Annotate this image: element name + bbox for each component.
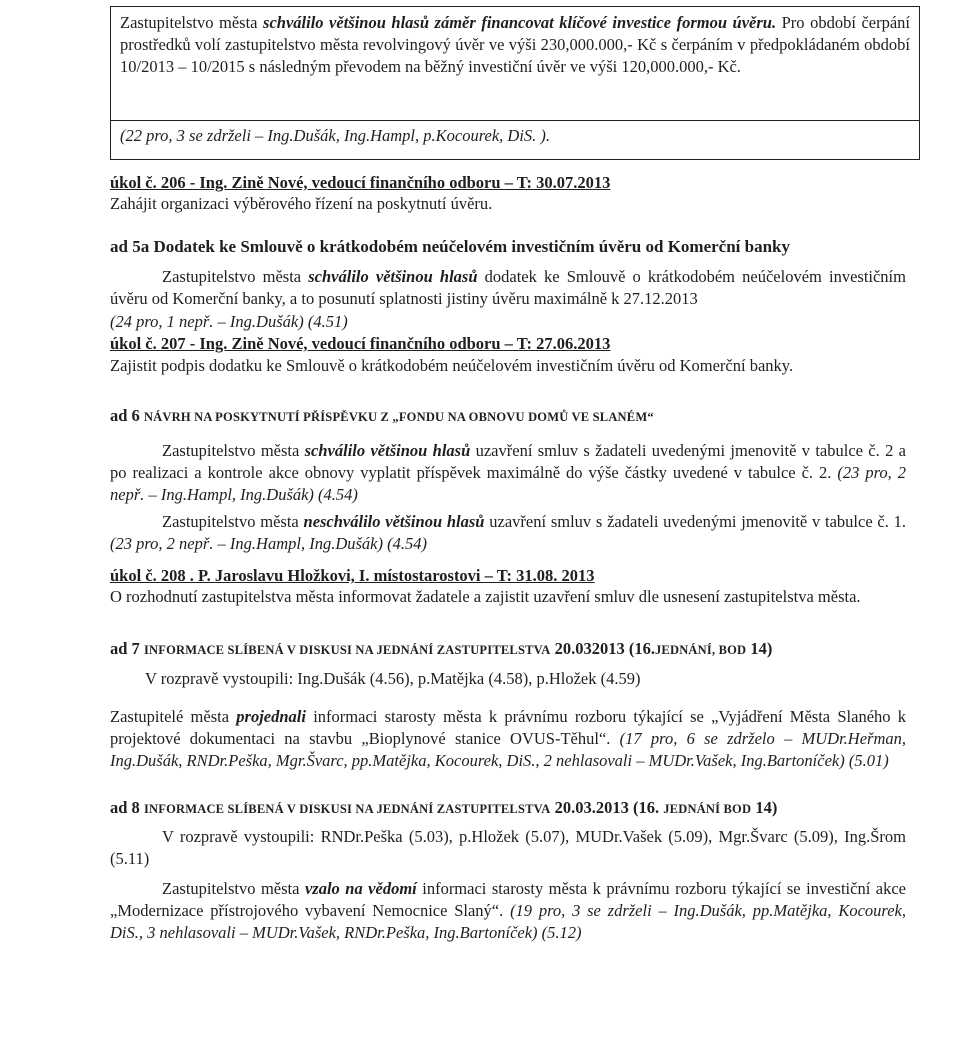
ad6-p2-text-c: uzavření smluv s žadateli uvedenými jmenovitě v tabulce č. 1. [484, 512, 907, 531]
ad7-title: INFORMACE SLÍBENÁ V DISKUSI NA JEDNÁNÍ ZASTUPITELSTVA [143, 643, 551, 657]
ad8-number: ad 8 [110, 798, 140, 817]
ad5a-heading: ad 5a Dodatek ke Smlouvě o krátkodobém neúčelovém investičním úvěru od Komerční banky [110, 237, 791, 256]
ad7-session: JEDNÁNÍ, BOD [654, 643, 747, 657]
ad8-text-a: Zastupitelstvo města [162, 879, 305, 898]
ad5a-text-b: schválilo většinou hlasů [308, 267, 478, 286]
ad8-item: 14) [751, 798, 778, 817]
ad5a-text-c: dodatek ke Smlouvě o krátkodobém neúčelovém investičním úvěru od Komerční banky, a to posunutí splatnosti jistiny úvěru maximálně k 27.12.2013 [110, 267, 906, 308]
ad7-text-b: projednali [236, 707, 306, 726]
ad8-title: INFORMACE SLÍBENÁ V DISKUSI NA JEDNÁNÍ ZASTUPITELSTVA [143, 802, 551, 816]
task-206-title: úkol č. 206 - Ing. Zině Nové, vedoucí finančního odboru – T: 30.07.2013 [110, 173, 611, 192]
ad8-heading [110, 797, 906, 820]
task-207-title: úkol č. 207 - Ing. Zině Nové, vedoucí finančního odboru – T: 27.06.2013 [110, 334, 611, 353]
ad8-date: 20.03.2013 (16. [550, 798, 664, 817]
ad8-vote: (19 pro, 3 se zdrželi – Ing.Dušák, pp.Matějka, Kocourek, DiS., 3 nehlasovali – MUDr.Vašek, RNDr.Peška, Ing.Bartoníček) (5.12) [110, 901, 906, 942]
task-207-text: Zajistit podpis dodatku ke Smlouvě o krátkodobém neúčelovém investičním úvěru od Komerční banky. [110, 356, 794, 375]
box-text-c: Pro období čerpání prostředků volí zastupitelstvo města revolvingový úvěr ve výši 230,000.000,- Kč s čerpáním v předpokládaném období 10/2013 – 10/2015 s následným převodem na běžný investiční úvěr ve výši 120,000.000,- Kč. [120, 13, 910, 76]
box-text-a: Zastupitelstvo města [120, 13, 264, 32]
task-208-title: úkol č. 208 . P. Jaroslavu Hložkovi, I. místostarostovi – T: 31.08. 2013 [110, 566, 595, 585]
task-208-text: O rozhodnutí zastupitelstva města informovat žadatele a zajistit uzavření smluv dle usnesení zastupitelstva města. [110, 587, 861, 606]
ad7-speakers: V rozpravě vystoupili: Ing.Dušák (4.56), p.Matějka (4.58), p.Hložek (4.59) [145, 669, 641, 688]
ad5a-paragraph [110, 266, 906, 310]
box-text-b: schválilo většinou hlasů záměr financovat klíčové investice formou úvěru. [263, 13, 777, 32]
ad6-p1-text-b: schválilo většinou hlasů [304, 441, 471, 460]
ad6-p2-text-b: neschválilo většinou hlasů [303, 512, 485, 531]
ad6-heading [110, 405, 906, 428]
ad7-text-a: Zastupitelé města [110, 707, 237, 726]
ad6-paragraph-2 [110, 511, 906, 555]
box-paragraph [120, 12, 910, 78]
ad8-text-b: vzalo na vědomí [304, 879, 417, 898]
ad7-number: ad 7 [110, 639, 140, 658]
ad6-p1-text-a: Zastupitelstvo města [162, 441, 305, 460]
ad6-p2-vote: (23 pro, 2 nepř. – Ing.Hampl, Ing.Dušák) (4.54) [110, 534, 427, 553]
ad7-date: 20.032013 (16. [550, 639, 655, 658]
box-vote: (22 pro, 3 se zdrželi – Ing.Dušák, Ing.Hampl, p.Kocourek, DiS. ). [120, 126, 551, 145]
ad6-p1-text-c: uzavření smluv s žadateli uvedenými jmenovitě v tabulce č. 2 a po realizaci a kontrole akce obnovy vyplatit příspěvek maximálně do výše částky uvedené v tabulce č. 2. [110, 441, 906, 482]
task-206-text: Zahájit organizaci výběrového řízení na poskytnutí úvěru. [110, 194, 493, 213]
ad7-text-c: informaci starosty města k právnímu rozboru týkající se „Vyjádření Města Slaného k projektové dokumentaci na stavbu „Bioplynové stanice OVUS-Těhul“. [110, 707, 907, 748]
ad5a-vote: (24 pro, 1 nepř. – Ing.Dušák) (4.51) [110, 312, 348, 331]
ad8-paragraph [110, 878, 906, 944]
ad8-speakers: V rozpravě vystoupili: RNDr.Peška (5.03), p.Hložek (5.07), MUDr.Vašek (5.09), Mgr.Švarc (5.09), Ing.Šrom (5.11) [110, 827, 906, 868]
ad6-number: ad 6 [110, 406, 140, 425]
ad6-paragraph-1 [110, 440, 906, 506]
ad6-p2-text-a: Zastupitelstvo města [162, 512, 304, 531]
ad7-item: 14) [746, 639, 773, 658]
ad8-text-c: informaci starosty města k právnímu rozboru týkající se investiční akce „Modernizace přístrojového vybavení Nemocnice Slaný“. [110, 879, 906, 920]
ad7-heading [110, 638, 906, 661]
ad6-title: NÁVRH NA POSKYTNUTÍ PŘÍSPĚVKU Z „FONDU NA OBNOVU DOMŮ VE SLANÉM“ [143, 410, 654, 424]
ad7-paragraph [110, 706, 906, 772]
ad7-vote: (17 pro, 6 se zdrželo – MUDr.Heřman, Ing.Dušák, RNDr.Peška, Mgr.Švarc, pp.Matějka, Kocourek, DiS., 2 nehlasovali – MUDr.Vašek, Ing.Bartoníček) (5.01) [110, 729, 907, 770]
ad8-session: JEDNÁNÍ BOD [663, 802, 752, 816]
ad5a-text-a: Zastupitelstvo města [162, 267, 309, 286]
ad6-p1-vote: (23 pro, 2 nepř. – Ing.Hampl, Ing.Dušák) (4.54) [110, 463, 906, 504]
